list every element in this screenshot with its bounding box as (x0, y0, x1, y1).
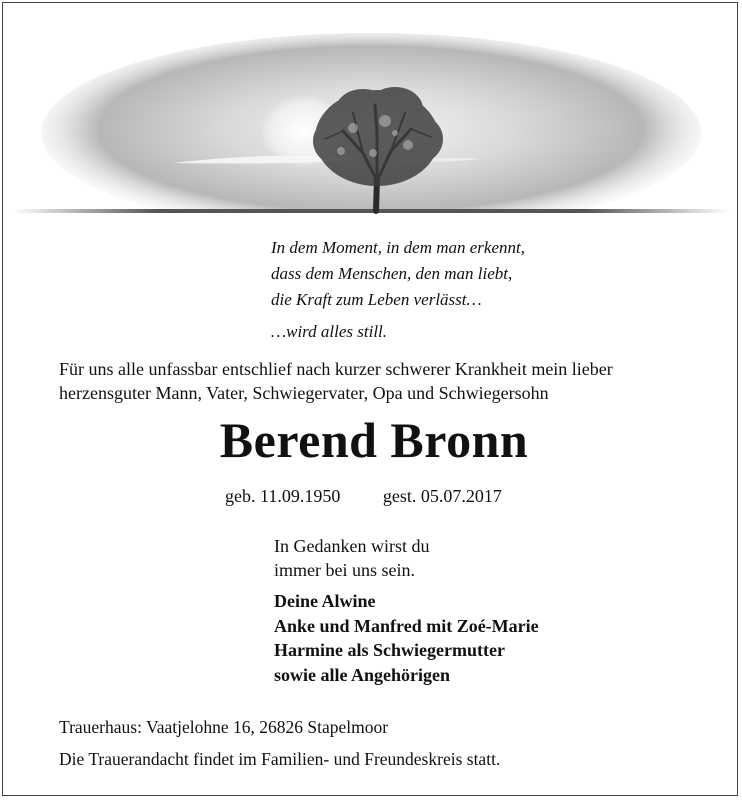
service-notice: Die Trauerandacht findet im Familien- und Freundeskreis statt. (59, 749, 501, 769)
obituary-card (2, 2, 738, 796)
mourners-list (274, 589, 539, 687)
tree-sky-icon (13, 13, 729, 228)
poem-line: die Kraft zum Leben verlässt… (271, 290, 482, 309)
birth-date: geb. 11.09.1950 (225, 486, 341, 506)
poem (271, 235, 525, 345)
verse-line: immer bei uns sein. (274, 560, 415, 580)
mourner: sowie alle Angehörigen (274, 664, 450, 685)
intro-line: herzensguter Mann, Vater, Schwiegervater, Opa und Schwiegersohn (59, 383, 549, 403)
intro-line: Für uns alle unfassbar entschlief nach kurzer schwerer Krankheit mein lieber (59, 359, 613, 379)
verse-line: In Gedanken wirst du (274, 536, 430, 556)
poem-line: In dem Moment, in dem man erkennt, (271, 238, 525, 257)
mourner: Harmine als Schwiegermutter (274, 640, 505, 660)
footer (59, 711, 500, 775)
deceased-name: Berend Bronn (219, 412, 529, 468)
mourner: Anke und Manfred mit Zoé-Marie (274, 615, 539, 636)
life-dates (225, 486, 502, 507)
death-date: gest. 05.07.2017 (382, 486, 502, 506)
poem-line: …wird alles still. (271, 322, 388, 341)
verse (274, 534, 429, 582)
mourning-house-address: Trauerhaus: Vaatjelohne 16, 26826 Stapelmoor (59, 717, 389, 737)
poem-line: dass dem Menschen, den man liebt, (271, 264, 513, 283)
intro-text (59, 357, 699, 405)
mourner: Deine Alwine (274, 591, 376, 611)
